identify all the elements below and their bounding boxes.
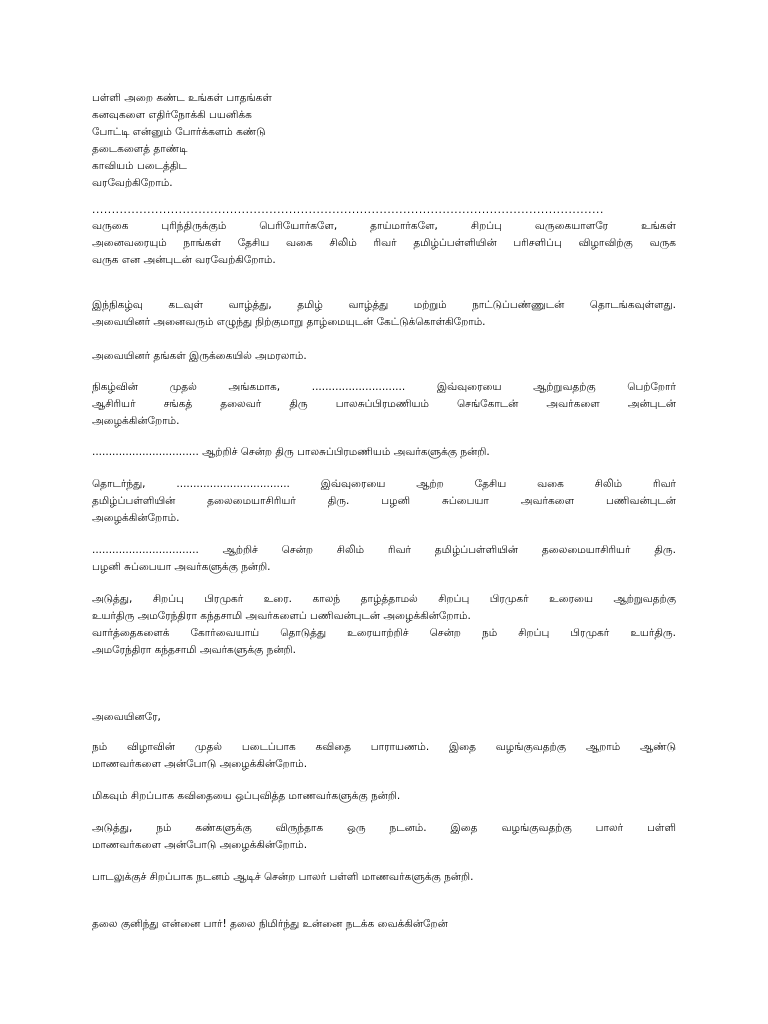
poem-line: தடைகளைத் தாண்டி [92, 143, 188, 155]
poem-line: காவியம் படைத்திட [92, 160, 187, 172]
paragraph-line: இந்நிகழ்வு கடவுள் வாழ்த்து, தமிழ் வாழ்த்து மற்றும் நாட்டுப்பண்ணுடன் தொடங்கவுள்ளது. [92, 299, 676, 311]
paragraph-line: மிகவும் சிறப்பாக கவிதையை ஒப்புவித்த மாணவர்களுக்கு நன்றி. [92, 790, 401, 802]
paragraph-line: வருகை புரிந்திருக்கும் பெரியோர்களே, தாய்மார்களே, சிறப்பு வருகையாளரே உங்கள் [92, 220, 676, 232]
paragraph-line: பழனி சுப்பையா அவர்களுக்கு நன்றி. [92, 561, 271, 573]
poem-line: பள்ளி அறை கண்ட உங்கள் பாதங்கள் [92, 92, 272, 104]
paragraph-line: நம் விழாவின் முதல் படைப்பாக கவிதை பாராயணம். இதை வழங்குவதற்கு ஆறாம் ஆண்டு [92, 741, 676, 753]
poem-line: வரவேற்கிறோம். [92, 177, 173, 189]
paragraph-line: ................................ ஆற்றிச் சென்ற சிலிம் ரிவர் தமிழ்ப்பள்ளியின் தலைமையாசிரியர் திரு. [92, 544, 676, 556]
paragraph-line: அவையினர் தங்கள் இருக்கையில் அமரலாம். [92, 350, 307, 362]
paragraph-line: அனைவரையும் நாங்கள் தேசிய வகை சிலிம் ரிவர் தமிழ்ப்பள்ளியின் பரிசளிப்பு விழாவிற்கு வருக [92, 237, 676, 249]
poem-line: கனவுகளை எதிர்நோக்கி பயனிக்க [92, 109, 252, 121]
paragraph-line: அவையினரே, [92, 711, 161, 723]
paragraph-line: மாணவர்களை அன்போடு அழைக்கின்றோம். [92, 758, 308, 770]
paragraph-line: உயர்திரு அமரேந்திரா கந்தசாமி அவர்களைப் பணிவன்புடன் அழைக்கின்றோம். [92, 610, 471, 622]
paragraph-line: மாணவர்களை அன்போடு அழைக்கின்றோம். [92, 839, 308, 851]
paragraph-line: அவையினர் அனைவரும் எழுந்து நிற்குமாறு தாழ்மையுடன் கேட்டுக்கொள்கிறோம். [92, 316, 486, 328]
paragraph-line: அடுத்து, நம் கண்களுக்கு விருந்தாக ஒரு நடனம். இதை வழங்குவதற்கு பாலர் பள்ளி [92, 822, 676, 834]
paragraph-line: அழைக்கின்றோம். [92, 512, 180, 524]
paragraph-line: நிகழ்வின் முதல் அங்கமாக, ............................ இவ்வுரையை ஆற்றுவதற்கு பெற்றோர் [92, 381, 676, 393]
paragraph-line: பாடலுக்குச் சிறப்பாக நடனம் ஆடிச் சென்ற பாலர் பள்ளி மாணவர்களுக்கு நன்றி. [92, 871, 474, 883]
paragraph-line: அடுத்து, சிறப்பு பிரமுகர் உரை. காலந் தாழ்த்தாமல் சிறப்பு பிரமுகர் உரையை ஆற்றுவதற்கு [92, 593, 676, 605]
dotted-divider: .................................................................................................................................. [92, 204, 604, 216]
paragraph-line: வருக என அன்புடன் வரவேற்கிறோம். [92, 254, 276, 266]
closing-quote: தலை குனிந்து என்னை பார்! தலை நிமிர்ந்து உன்னை நடக்க வைக்கின்றேன் [92, 918, 448, 930]
paragraph-line: ................................ ஆற்றிச் சென்ற திரு பாலசுப்பிரமணியம் அவர்களுக்கு நன்றி. [92, 446, 490, 458]
paragraph-line: வார்த்தைகளைக் கோர்வையாய் தொடுத்து உரையாற்றிச் சென்ற நம் சிறப்பு பிரமுகர் உயர்திரு. [92, 627, 676, 639]
paragraph-line: தொடர்ந்து, .................................. இவ்வுரையை ஆற்ற தேசிய வகை சிலிம் ரிவர் [92, 478, 676, 490]
paragraph-line: தமிழ்ப்பள்ளியின் தலைமையாசிரியர் திரு. பழனி சுப்பையா அவர்களை பணிவன்புடன் [92, 495, 676, 507]
paragraph-line: ஆசிரியர் சங்கத் தலைவர் திரு பாலசுப்பிரமணியம் செங்கோடன் அவர்களை அன்புடன் [92, 398, 676, 410]
paragraph-line: அழைக்கின்றோம். [92, 415, 180, 427]
paragraph-line: அமரேந்திரா கந்தசாமி அவர்களுக்கு நன்றி. [92, 644, 296, 656]
poem-line: போட்டி என்னும் போர்க்களம் கண்டு [92, 126, 266, 138]
